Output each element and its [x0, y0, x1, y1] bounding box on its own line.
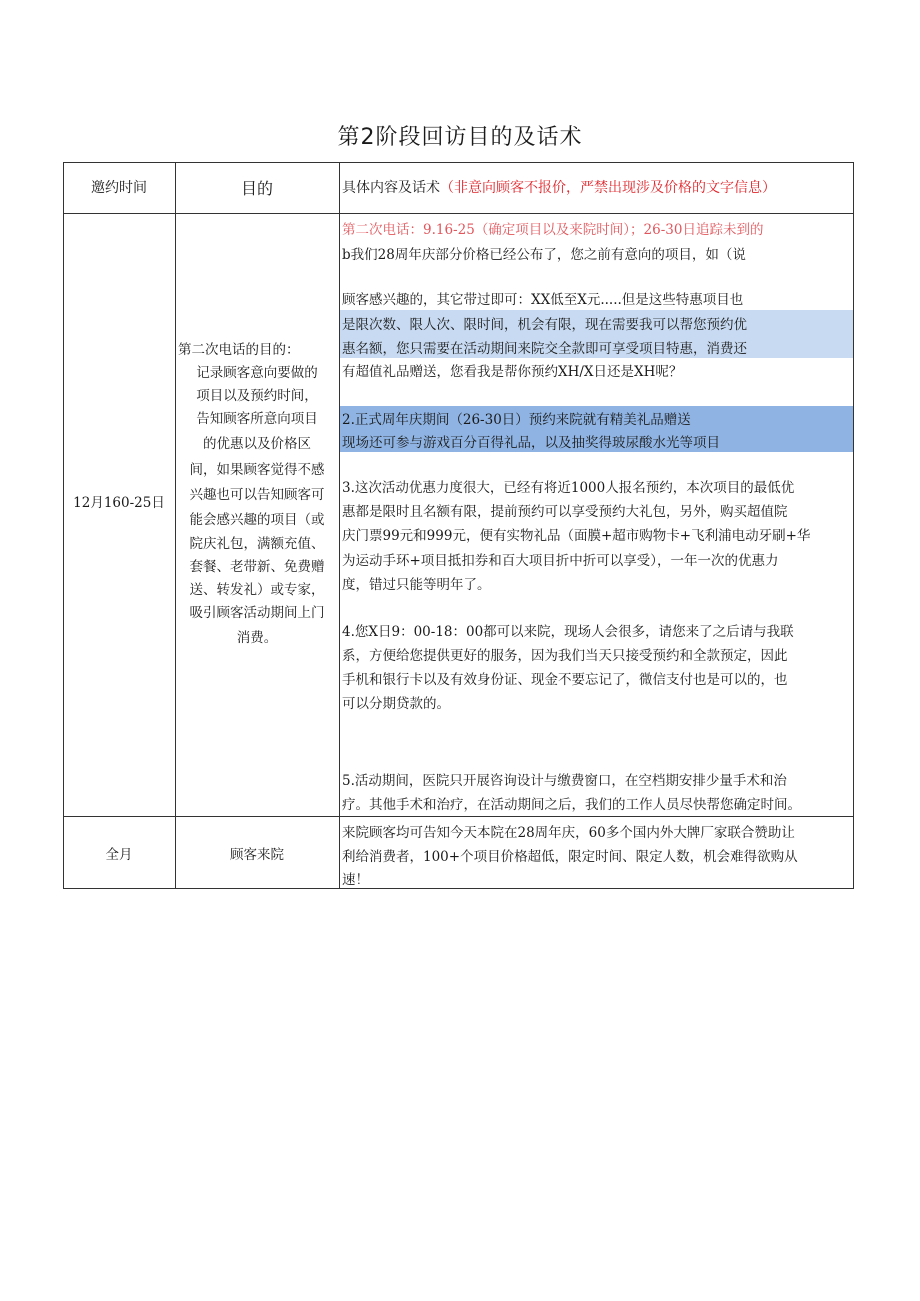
- purpose-line: 的优惠以及价格区: [203, 436, 311, 452]
- content-line: 手机和银行卡以及有效身份证、现金不要忘记了，微信支付也是可以的，也: [342, 672, 788, 688]
- content-line: 度，错过只能等明年了。: [342, 577, 491, 593]
- content-line: 第二次电话：9.16-25（确定项目以及来院时间）；26-30日追踪未到的: [342, 222, 764, 238]
- purpose-line: 告知顾客所意向项目: [196, 411, 318, 427]
- purpose-line: 院庆礼包，满额充值、: [189, 536, 325, 552]
- header-purpose: 目的: [240, 179, 273, 198]
- purpose-line: 消费。: [236, 630, 278, 646]
- purpose-line: 送、转发礼）或专家，: [189, 582, 325, 598]
- purpose-line: 能会感兴趣的项目（或: [189, 512, 325, 528]
- content-line: 惠都是限时且名额有限，提前预约可以享受预约大礼包，另外，购买超值院: [342, 504, 788, 520]
- content-line: 利给消费者，100+个项目价格超低，限定时间、限定人数，机会难得欲购从: [342, 849, 798, 865]
- purpose-line: 吸引顾客活动期间上门: [189, 605, 325, 621]
- content-line: 4.您X日9：00-18：00都可以来院，现场人会很多，请您来了之后请与我联: [342, 624, 794, 640]
- purpose-line: 套餐、老带新、免费赠: [189, 559, 325, 575]
- content-line: 现场还可参与游戏百分百得礼品，以及抽奖得玻尿酸水光等项目: [342, 435, 720, 451]
- header-content: [342, 177, 776, 200]
- content-line: 疗。其他手术和治疗，在活动期间之后，我们的工作人员尽快帮您确定时间。: [342, 797, 801, 813]
- content-line: 3.这次活动优惠力度很大，已经有将近1000人报名预约，本次项目的最低优: [342, 480, 795, 496]
- content-line: 是限次数、限人次、限时间，机会有限，现在需要我可以帮您预约优: [342, 317, 747, 333]
- header-time: 邀约时间: [91, 180, 147, 196]
- content-line: 可以分期贷款的。: [342, 696, 450, 712]
- content-line: 庆门票99元和999元，便有实物礼品（面膜+超市购物卡+飞利浦电动牙刷+华: [342, 528, 811, 544]
- content-line: b我们28周年庆部分价格已经公布了，您之前有意向的项目，如（说: [342, 247, 746, 263]
- content-line: 系，方便给您提供更好的服务，因为我们当天只接受预约和全款预定，因此: [342, 648, 788, 664]
- row2-time: 全月: [105, 847, 133, 863]
- content-line: 顾客感兴趣的，其它带过即可：XX低至X元.....但是这些特惠项目也: [342, 292, 744, 308]
- purpose-line: 记录顾客意向要做的: [196, 365, 318, 381]
- content-line: 速！: [342, 872, 369, 888]
- content-line: 为运动手环+项目抵扣券和百大项目折中折可以享受），一年一次的优惠力: [342, 553, 779, 569]
- header-content-label: 具体内容及话术: [342, 180, 440, 196]
- content-line: 有超值礼品赠送，您看我是帮你预约XH/X日还是XH呢？: [342, 364, 683, 380]
- row1-time: 12月160-25日: [73, 495, 165, 511]
- purpose-line: 间，如果顾客觉得不感: [189, 462, 325, 478]
- header-content-note: （非意向顾客不报价，严禁出现涉及价格的文字信息）: [440, 180, 776, 196]
- page-title: 第2阶段回访目的及话术: [337, 125, 583, 150]
- content-line: 惠名额，您只需要在活动期间来院交全款即可享受项目特惠，消费还: [342, 341, 747, 357]
- purpose-line: 兴趣也可以告知顾客可: [189, 487, 325, 503]
- row2-purpose: 顾客来院: [230, 847, 284, 863]
- content-line: 5.活动期间，医院只开展咨询设计与缴费窗口，在空档期安排少量手术和治: [342, 773, 787, 789]
- content-line: 2.正式周年庆期间（26-30日）预约来院就有精美礼品赠送: [342, 412, 691, 428]
- purpose-line: 第二次电话的目的：: [178, 342, 300, 358]
- content-line: 来院顾客均可告知今天本院在28周年庆，60多个国内外大牌厂家联合赞助让: [342, 825, 795, 841]
- purpose-line: 项目以及预约时间，: [196, 388, 318, 404]
